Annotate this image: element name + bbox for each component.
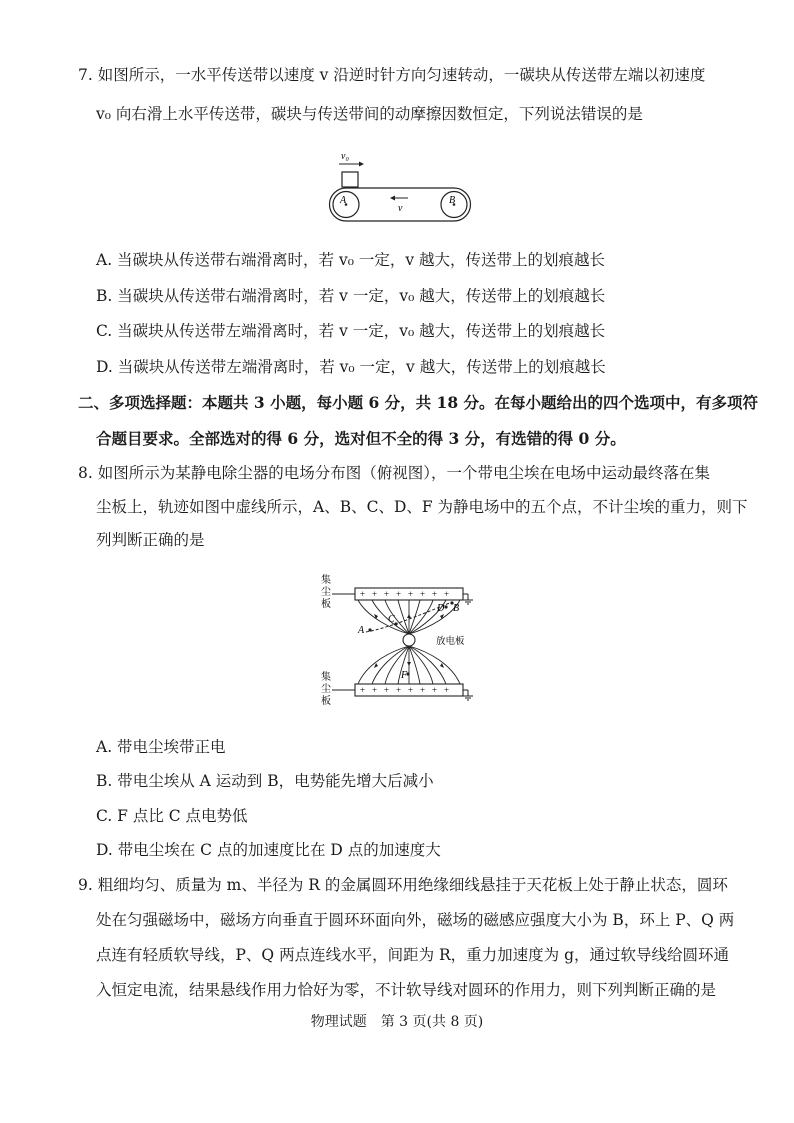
svg-text:+: + <box>372 685 378 695</box>
svg-text:+: + <box>408 685 414 695</box>
svg-text:+: + <box>432 589 438 599</box>
discharge-electrode <box>403 634 415 646</box>
svg-text:C: C <box>388 614 395 625</box>
point-c <box>388 614 398 626</box>
q8-stem-line1: 8. 如图所示为某静电除尘器的电场分布图（俯视图），一个带电尘埃在电场中运动最终落在集 <box>78 464 710 482</box>
q9-stem-line1: 9. 粗细均匀、质量为 m、半径为 R 的金属圆环用绝缘细线悬挂于天花板上处于静止状态，圆环 <box>78 876 728 894</box>
pulley-a-label: A <box>340 195 347 206</box>
q8-option-b: B. 带电尘埃从 A 运动到 B，电势能先增大后减小 <box>96 772 434 790</box>
bottom-plate-label-2: 尘 <box>321 684 331 695</box>
svg-text:+: + <box>444 589 450 599</box>
svg-text:+: + <box>432 685 438 695</box>
point-a <box>357 625 372 636</box>
belt-velocity-arrow-icon <box>390 196 408 201</box>
point-f <box>400 670 410 681</box>
pulley-b-label: B <box>449 195 456 206</box>
pulley-a <box>333 192 359 218</box>
q8-stem-line3: 列判断正确的是 <box>96 531 205 549</box>
svg-text:D: D <box>437 603 445 614</box>
svg-text:+: + <box>396 589 402 599</box>
q8-option-d: D. 带电尘埃在 C 点的加速度比在 D 点的加速度大 <box>96 841 441 859</box>
svg-text:+: + <box>444 685 450 695</box>
bottom-plate-label-1: 集 <box>321 672 331 683</box>
top-plate-label-2: 尘 <box>321 587 331 598</box>
q8-option-c: C. F 点比 C 点电势低 <box>96 807 248 825</box>
section2-header-line1: 二、多项选择题：本题共 3 小题，每小题 6 分，共 18 分。在每小题给出的四个选项中，有多项符 <box>78 393 759 412</box>
svg-text:+: + <box>360 589 366 599</box>
point-b <box>450 601 459 614</box>
q7-option-c: C. 当碳块从传送带左端滑离时，若 v 一定，v₀ 越大，传送带上的划痕越长 <box>96 322 606 340</box>
q8-option-a: A. 带电尘埃带正电 <box>96 738 226 756</box>
page-footer: 物理试题 第 3 页(共 8 页) <box>310 1014 484 1030</box>
svg-text:+: + <box>420 685 426 695</box>
conveyor-belt-figure <box>325 148 480 228</box>
q7-option-a: A. 当碳块从传送带右端滑离时，若 v₀ 一定，v 越大，传送带上的划痕越长 <box>96 251 606 269</box>
q7-option-d: D. 当碳块从传送带左端滑离时，若 v₀ 一定，v 越大，传送带上的划痕越长 <box>96 358 606 376</box>
svg-text:+: + <box>420 589 426 599</box>
top-plate-label-1: 集 <box>321 575 331 586</box>
v-label: v <box>398 203 403 214</box>
ground-icon-top <box>463 594 473 604</box>
q7-option-b: B. 当碳块从传送带右端滑离时，若 v 一定，v₀ 越大，传送带上的划痕越长 <box>96 287 606 305</box>
svg-text:+: + <box>384 685 390 695</box>
svg-text:+: + <box>384 589 390 599</box>
svg-text:B: B <box>453 603 460 614</box>
q8-stem-line2: 尘板上，轨迹如图中虚线所示，A、B、C、D、F 为静电场中的五个点，不计尘埃的重力，则下 <box>96 498 748 516</box>
discharge-plate-label: 放电板 <box>436 637 465 647</box>
electrostatic-precipitator-figure <box>318 570 488 710</box>
carbon-block <box>342 172 358 187</box>
v0-label: v₀ <box>341 151 349 162</box>
top-plate-label-3: 板 <box>321 599 331 610</box>
svg-text:+: + <box>360 685 366 695</box>
q7-stem-line1: 7. 如图所示，一水平传送带以速度 v 沿逆时针方向匀速转动，一碳块从传送带左端以初速度 <box>78 66 706 84</box>
bottom-plate-label-3: 板 <box>321 696 331 707</box>
q9-stem-line2: 处在匀强磁场中，磁场方向垂直于圆环环面向外，磁场的磁感应强度大小为 B，环上 P、Q 两 <box>96 911 735 929</box>
q7-stem-line2: v₀ 向右滑上水平传送带，碳块与传送带间的动摩擦因数恒定，下列说法错误的是 <box>96 105 643 123</box>
svg-text:+: + <box>408 589 414 599</box>
svg-text:F: F <box>401 670 408 681</box>
section2-header-line2: 合题目要求。全部选对的得 6 分，选对但不全的得 3 分，有选错的得 0 分。 <box>96 429 626 448</box>
q9-stem-line4: 入恒定电流，结果悬线作用力恰好为零，不计软导线对圆环的作用力，则下列判断正确的是 <box>96 981 717 999</box>
svg-text:A: A <box>358 625 365 636</box>
ground-icon-bottom <box>463 690 473 700</box>
pulley-b <box>441 192 467 218</box>
q9-stem-line3: 点连有轻质软导线，P、Q 两点连线水平，间距为 R，重力加速度为 g，通过软导线给圆环通 <box>96 946 730 964</box>
svg-text:+: + <box>372 589 378 599</box>
v0-arrow-icon <box>339 162 364 167</box>
svg-text:+: + <box>396 685 402 695</box>
point-d <box>436 603 448 614</box>
